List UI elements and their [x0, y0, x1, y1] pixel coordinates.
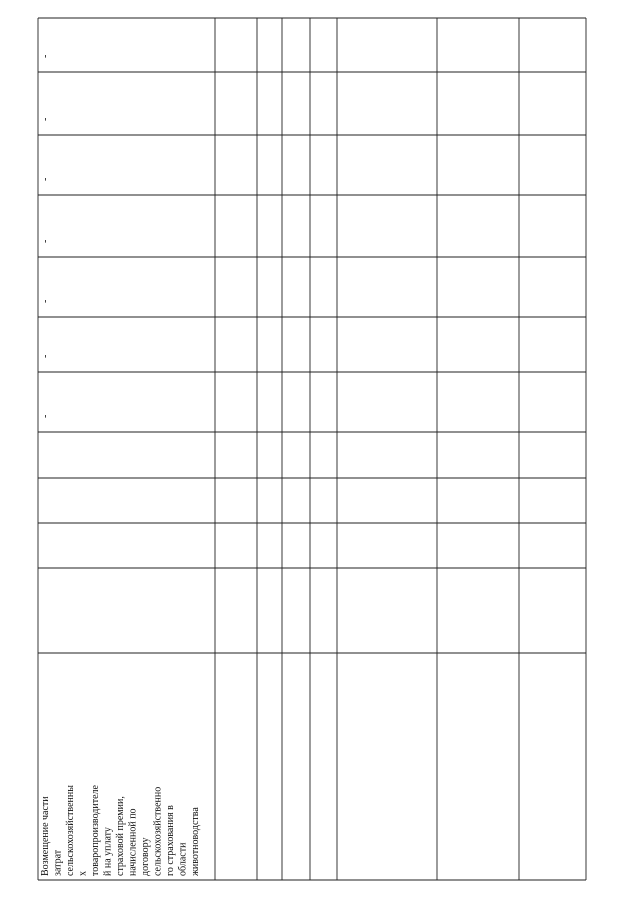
row-name-line: затрат: [52, 849, 64, 876]
row-name-line: х: [77, 871, 89, 876]
row-name-line: Возмещение части: [40, 796, 51, 876]
table-cells: [40, 55, 201, 877]
row-name-line: сельскохозяйственны: [65, 785, 76, 876]
row-name-line: го страхования в: [165, 805, 176, 876]
row-value: -: [40, 354, 51, 358]
row-name-line: животноводства: [190, 807, 201, 876]
row-value: -: [40, 239, 51, 243]
row-value: -: [40, 299, 51, 303]
row-value: -: [40, 414, 51, 418]
row-name-line: начисленной по: [127, 808, 139, 876]
row-name-line: сельскохозяйственно: [152, 786, 164, 876]
row-name-line: товаропроизводителе: [90, 785, 101, 876]
row-value: -: [40, 117, 51, 121]
row-value: -: [40, 54, 51, 58]
row-value: -: [40, 177, 51, 181]
row-name-line: страховой премии,: [115, 796, 126, 876]
row-name-line: договору: [140, 837, 151, 876]
row-name-line: й на уплату: [102, 827, 114, 876]
row-name-line: области: [177, 842, 189, 876]
table-grid: [38, 18, 586, 880]
